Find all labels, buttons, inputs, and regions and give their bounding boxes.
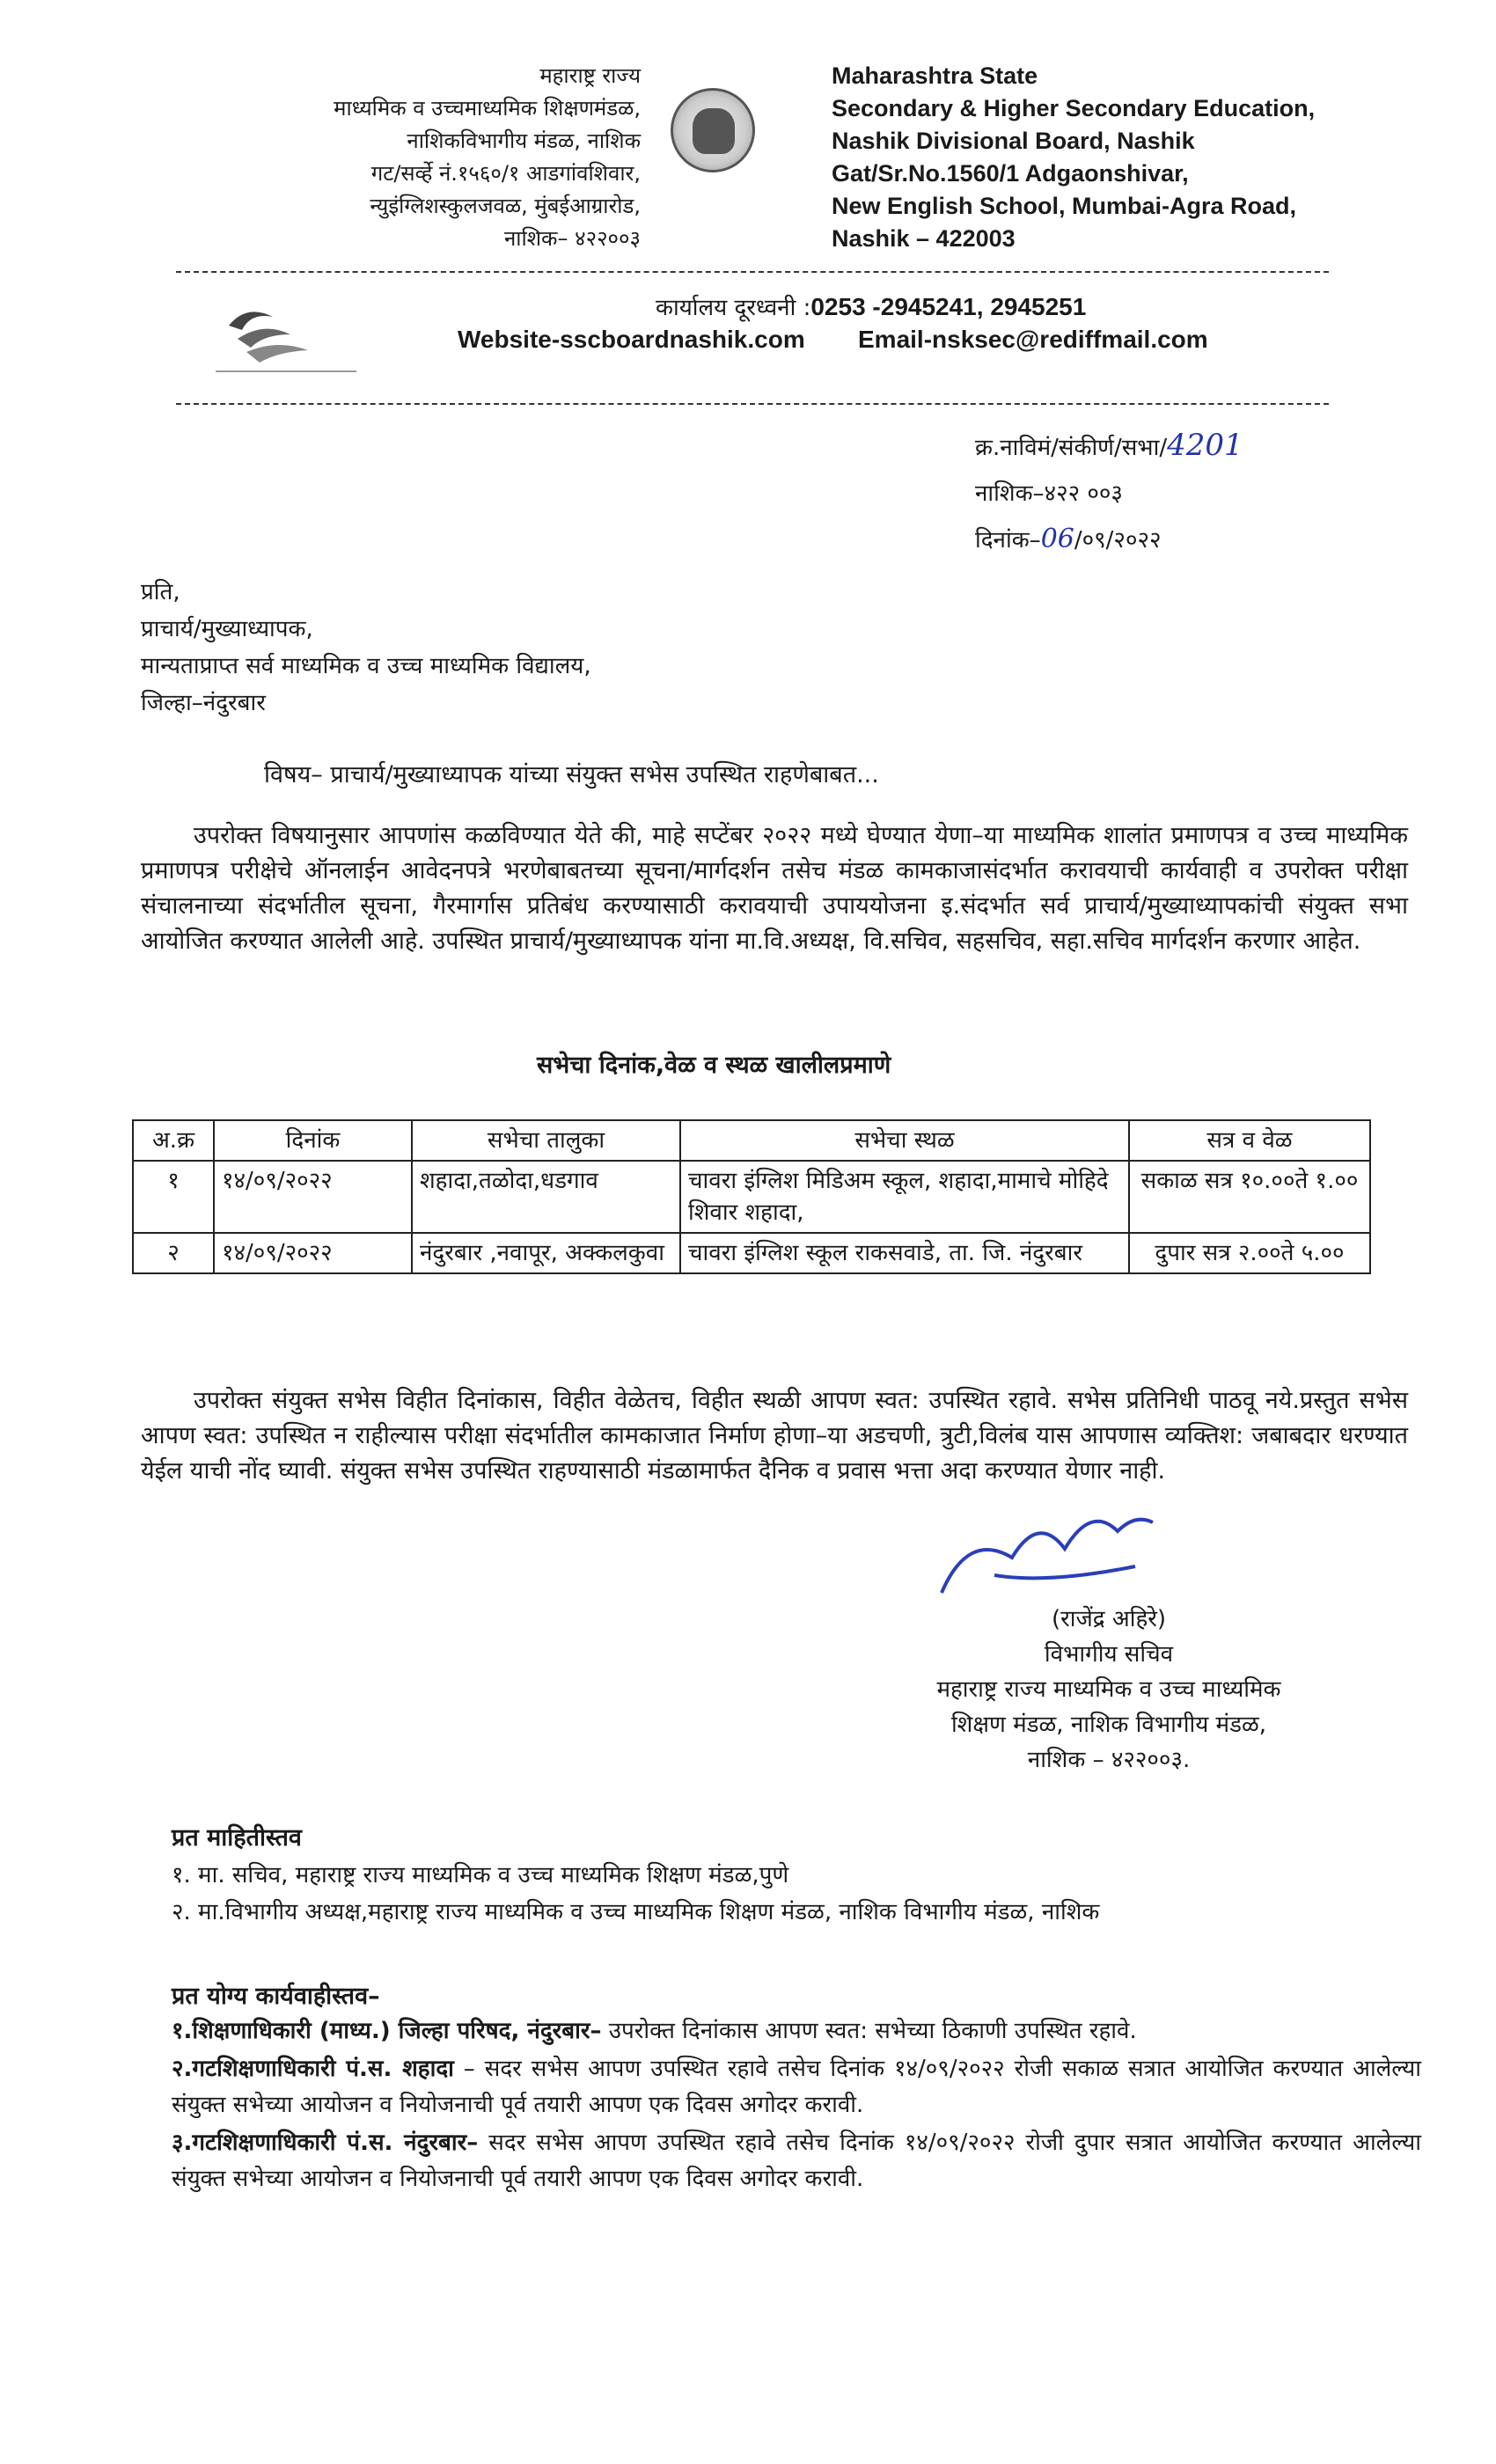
signatory-line: शिक्षण मंडळ, नाशिक विभागीय मंडळ,	[950, 1712, 1267, 1738]
date-handwritten: 06	[1040, 524, 1074, 554]
table-cell: १४/०९/२०२२	[214, 1233, 412, 1273]
header-en-line: Gat/Sr.No.1560/1 Adgaonshivar,	[832, 160, 1189, 187]
header-english-address	[832, 60, 1315, 255]
table-header-cell: सभेचा तालुका	[412, 1120, 680, 1161]
date-rest: /०९/२०२२	[1074, 527, 1162, 554]
table-cell: चावरा इंग्लिश मिडिअम स्कूल, शहादा,मामाचे मोहिदे शिवार शहादा,	[680, 1161, 1129, 1233]
copy-action-item-title: २.गटशिक्षणाधिकारी पं.स. शहादा	[172, 2056, 454, 2082]
signature-icon	[915, 1496, 1179, 1619]
header-mr-line: न्युइंग्लिशस्कुलजवळ, मुंबईआग्रारोड,	[370, 194, 641, 218]
copy-action-item-title: ३.गटशिक्षणाधिकारी पं.स. नंदुरबार–	[172, 2130, 479, 2156]
header-mr-line: महाराष्ट्र राज्य	[539, 63, 641, 88]
header-mr-line: नाशिकविभागीय मंडळ, नाशिक	[407, 128, 641, 153]
reference-number-label: क्र.नाविमं/संकीर्ण/सभा/	[975, 435, 1168, 461]
board-seal-icon	[671, 88, 755, 172]
body-paragraph-2: उपरोक्त संयुक्त सभेस विहीत दिनांकास, विहीत वेळेतच, विहीत स्थळी आपण स्वत: उपस्थित रहावे. सभेस प्रतिनिधी पाठवू नये.प्रस्तुत सभेस आपण स्वत: उपस्थित न राहील्यास परीक्षा संदर्भातील कामकाजात निर्माण होणा–या अडचणी, त्रुटी,विलंब यास आपणास व्यक्तिश: जबाबदार धरण्यात येईल याची नोंद घ्यावी. संयुक्त सभेस उपस्थित राहण्यासाठी मंडळामार्फत दैनिक व प्रवास भत्ता अदा करण्यात येणार नाही.	[141, 1387, 1408, 1485]
table-cell: सकाळ सत्र १०.००ते १.००	[1129, 1161, 1370, 1233]
table-cell: दुपार सत्र २.००ते ५.००	[1129, 1233, 1370, 1273]
copy-info-item: २. मा.विभागीय अध्यक्ष,महाराष्ट्र राज्य माध्यमिक व उच्च माध्यमिक शिक्षण मंडळ, नाशिक विभागीय मंडळ, नाशिक	[172, 1899, 1100, 1925]
reference-number-handwritten: 4201	[1167, 428, 1243, 463]
addressee-line: प्राचार्य/मुख्याध्यापक,	[141, 616, 313, 642]
header-en-line: Maharashtra State	[832, 62, 1038, 89]
phone-line	[656, 290, 1086, 325]
table-cell: शहादा,तळोदा,धडगाव	[412, 1161, 680, 1233]
reference-number	[975, 422, 1243, 471]
header-mr-line: नाशिक– ४२२००३	[503, 226, 641, 251]
reference-date	[975, 517, 1243, 563]
copy-action-item-text: सदर सभेस आपण उपस्थित रहावे तसेच दिनांक १४/०९/२०२२ रोजी दुपार सत्रात आयोजित करण्यात आलेल्या संयुक्त सभेच्या आयोजन व नियोजनाची पूर्व तयारी आपण एक दिवस अगोदर करावी.	[172, 2130, 1421, 2192]
copy-info-heading: प्रत माहितीस्तव	[172, 1824, 302, 1852]
table-header-cell: अ.क्र	[133, 1120, 214, 1161]
table-header-cell: सभेचा स्थळ	[680, 1120, 1129, 1161]
table-header-cell: दिनांक	[214, 1120, 412, 1161]
reference-city: नाशिक–४२२ ००३	[975, 480, 1123, 507]
table-cell: १	[133, 1161, 214, 1233]
signatory-line: (राजेंद्र अहिरे)	[1051, 1606, 1167, 1632]
table-header-cell: सत्र व वेळ	[1129, 1120, 1370, 1161]
signatory-line: नाशिक – ४२२००३.	[1027, 1747, 1191, 1773]
reference-block	[975, 422, 1243, 563]
phone-label: कार्यालय दूरध्वनी :	[656, 295, 811, 321]
copy-action-item-title: १.शिक्षणाधिकारी (माध्य.) जिल्हा परिषद, नंदुरबार–	[172, 2018, 602, 2044]
table-cell: २	[133, 1233, 214, 1273]
copy-action-item-text: उपरोक्त दिनांकास आपण स्वत: सभेच्या ठिकाणी उपस्थित रहावे.	[601, 2018, 1137, 2044]
meeting-schedule-table	[132, 1119, 1371, 1274]
copy-action-heading: प्रत योग्य कार्यवाहीस्तव–	[172, 1983, 380, 2010]
website: Website-sscboardnashik.com	[458, 326, 805, 353]
copy-info-item: १. मा. सचिव, महाराष्ट्र राज्य माध्यमिक व उच्च माध्यमिक शिक्षण मंडळ,पुणे	[172, 1862, 789, 1888]
table-heading: सभेचा दिनांक,वेळ व स्थळ खालीलप्रमाणे	[537, 1052, 891, 1079]
copy-action-item	[172, 2013, 1421, 2050]
phone-number: 0253 -2945241, 2945251	[810, 293, 1087, 320]
body-paragraph-1: उपरोक्त विषयानुसार आपणांस कळविण्यात येते की, माहे सप्टेंबर २०२२ मध्ये घेण्यात येणा–या माध्यमिक शालांत प्रमाणपत्र व उच्च माध्यमिक प्रमाणपत्र परीक्षेचे ऑनलाईन आवेदनपत्रे भरणेबाबतच्या सूचना/मार्गदर्शन तसेच मंडळ कामकाजासंदर्भात करावयाची कार्यवाही व उपरोक्त परीक्षा संचालनाच्या संदर्भातील सूचना, गैरमार्गास प्रतिबंध करण्यासाठी करावयाची उपाययोजना इ.संदर्भात सर्व प्राचार्य/मुख्याध्यापकांची संयुक्त सभा आयोजित करण्यात आलेली आहे. उपस्थित प्राचार्य/मुख्याध्यापक यांना मा.वि.अध्यक्ष, वि.सचिव, सहसचिव, सहा.सचिव मार्गदर्शन करणार आहेत.	[141, 822, 1408, 955]
addressee-line: प्रति,	[141, 579, 180, 605]
table-cell: १४/०९/२०२२	[214, 1161, 412, 1233]
addressee-line: मान्यताप्राप्त सर्व माध्यमिक व उच्च माध्यमिक विद्यालय,	[141, 653, 591, 679]
email: Email-nsksec@rediffmail.com	[858, 326, 1208, 353]
table-cell: नंदुरबार ,नवापूर, अक्कलकुवा	[412, 1233, 680, 1273]
table-header-row	[133, 1120, 1370, 1161]
header-en-line: Nashik – 422003	[832, 225, 1016, 252]
addressee-line: जिल्हा–नंदुरबार	[141, 690, 266, 716]
copy-action-item	[172, 2051, 1421, 2123]
subject: विषय– प्राचार्य/मुख्याध्यापक यांच्या संयुक्त सभेस उपस्थित राहणेबाबत...	[264, 761, 879, 788]
divider	[176, 271, 1329, 273]
board-logo-icon	[211, 299, 361, 378]
header-marathi-address	[165, 60, 641, 255]
table-row	[133, 1233, 1370, 1273]
signatory-line: विभागीय सचिव	[1044, 1641, 1174, 1668]
header-en-line: New English School, Mumbai-Agra Road,	[832, 193, 1297, 219]
date-label: दिनांक–	[975, 527, 1041, 554]
copy-info-list	[172, 1857, 1421, 1931]
header-mr-line: माध्यमिक व उच्चमाध्यमिक शिक्षणमंडळ,	[334, 96, 641, 121]
table-row	[133, 1161, 1370, 1233]
copy-action-item	[172, 2125, 1421, 2197]
header-en-line: Nashik Divisional Board, Nashik	[832, 128, 1195, 154]
header-en-line: Secondary & Higher Secondary Education,	[832, 95, 1316, 121]
header-mr-line: गट/सर्व्हे नं.१५६०/१ आडगांवशिवार,	[370, 161, 641, 186]
signatory-block	[862, 1602, 1355, 1778]
copy-action-list	[172, 2013, 1421, 2197]
addressee	[141, 574, 591, 722]
table-cell: चावरा इंग्लिश स्कूल राकसवाडे, ता. जि. नंदुरबार	[680, 1233, 1129, 1273]
copy-action-item-text: – सदर सभेस आपण उपस्थित रहावे तसेच दिनांक १४/०९/२०२२ रोजी सकाळ सत्रात आयोजित करण्यात आलेल्या संयुक्त सभेच्या आयोजन व नियोजनाची पूर्व तयारी आपण एक दिवस अगोदर करावी.	[172, 2056, 1421, 2118]
divider	[176, 403, 1329, 405]
signatory-line: महाराष्ट्र राज्य माध्यमिक व उच्च माध्यमिक	[936, 1676, 1281, 1703]
